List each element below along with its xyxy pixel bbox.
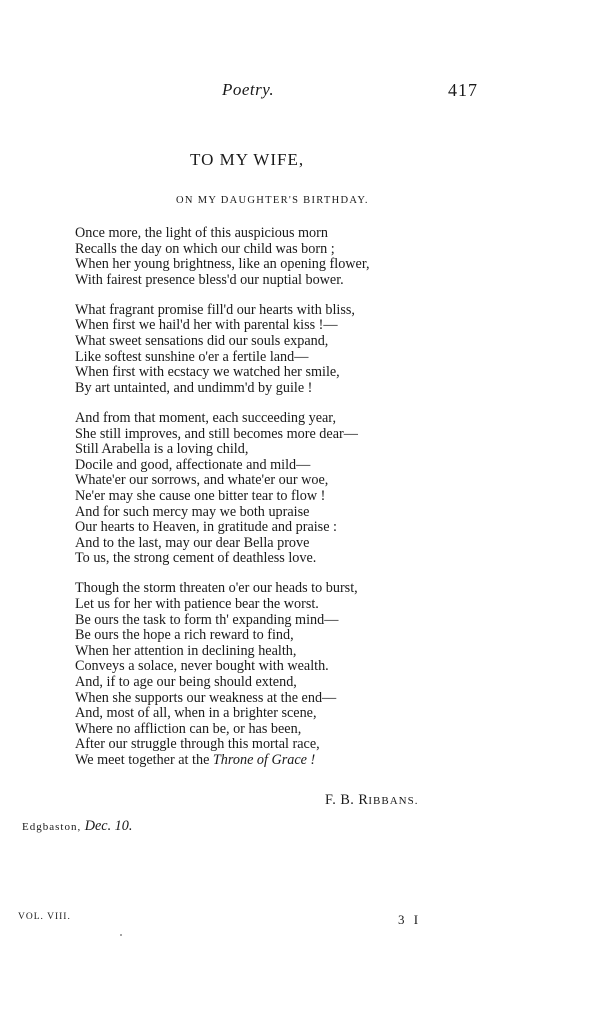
stanza-3	[75, 411, 435, 567]
poem-line: When she supports our weakness at the end—	[75, 689, 337, 706]
poem-title: TO MY WIFE,	[190, 150, 305, 169]
poem-line: And to the last, may our dear Bella prove	[75, 534, 310, 551]
poem-line: Once more, the light of this auspicious morn	[75, 225, 328, 241]
author-signature	[325, 792, 418, 809]
stanza-1	[75, 226, 435, 288]
stanza-2	[75, 303, 435, 397]
poem-line: Like softest sunshine o'er a fertile land—	[75, 348, 309, 365]
poem-last-line	[75, 753, 435, 769]
poem-line: Be ours the hope a rich reward to find,	[75, 627, 294, 644]
poem-line: When her attention in declining health,	[75, 642, 297, 659]
dateline-place: Edgbaston,	[22, 821, 82, 833]
paper-speck	[120, 934, 122, 936]
stanza-4	[75, 581, 435, 768]
poem-line: To us, the strong cement of deathless love.	[75, 550, 317, 567]
poem-subtitle: ON MY DAUGHTER'S BIRTHDAY.	[176, 195, 369, 206]
poem-line: Let us for her with patience bear the worst.	[75, 595, 319, 612]
poem-line: When her young brightness, like an opening flower,	[75, 256, 370, 273]
dateline	[22, 818, 132, 835]
poem-line: And from that moment, each succeeding year,	[75, 409, 337, 426]
poem-line: After our struggle through this mortal race,	[75, 736, 320, 753]
poem-line: When first we hail'd her with parental kiss !—	[75, 317, 338, 334]
poem-line: When first with ecstacy we watched her smile,	[75, 364, 340, 381]
poem-line: Though the storm threaten o'er our heads to burst,	[75, 580, 358, 597]
poem-line: Where no affliction can be, or has been,	[75, 720, 302, 737]
poem-line: By art untainted, and undimm'd by guile !	[75, 379, 313, 396]
poem-line: Our hearts to Heaven, in gratitude and praise :	[75, 519, 337, 536]
poem-line: Docile and good, affectionate and mild—	[75, 456, 311, 473]
poem-line: Be ours the task to form th' expanding mind—	[75, 611, 339, 628]
poem-line: What fragrant promise fill'd our hearts with bliss,	[75, 301, 355, 318]
poem-line: Conveys a solace, never bought with wealth.	[75, 658, 329, 675]
poem-line: Ne'er may she cause one bitter tear to flow !	[75, 487, 326, 504]
last-line-text: We meet together at the	[75, 751, 213, 768]
poem-line: She still improves, and still becomes more dear—	[75, 425, 358, 442]
poem-line: And for such mercy may we both upraise	[75, 503, 310, 520]
poem-line: Recalls the day on which our child was born ;	[75, 240, 335, 257]
last-line-emphasis: Throne of Grace !	[212, 751, 316, 768]
running-title: Poetry.	[222, 80, 275, 99]
page-number: 417	[448, 80, 478, 100]
poem-line: Whate'er our sorrows, and whate'er our woe,	[75, 472, 329, 489]
signature-initials: F. B. R	[325, 792, 369, 808]
dateline-date: Dec. 10.	[84, 818, 133, 834]
poem-body	[75, 226, 435, 783]
poem-line: What sweet sensations did our souls expand,	[75, 333, 329, 350]
footer-volume: VOL. VIII.	[18, 912, 71, 922]
poem-line: With fairest presence bless'd our nuptial bower.	[75, 271, 344, 288]
poem-line: And, if to age our being should extend,	[75, 673, 297, 690]
poem-line: And, most of all, when in a brighter scene,	[75, 705, 317, 722]
poem-line: Still Arabella is a loving child,	[75, 441, 249, 458]
footer-signature-mark: 3 I	[398, 912, 422, 927]
signature-surname: IBBANS.	[368, 795, 419, 807]
running-head	[0, 80, 592, 104]
